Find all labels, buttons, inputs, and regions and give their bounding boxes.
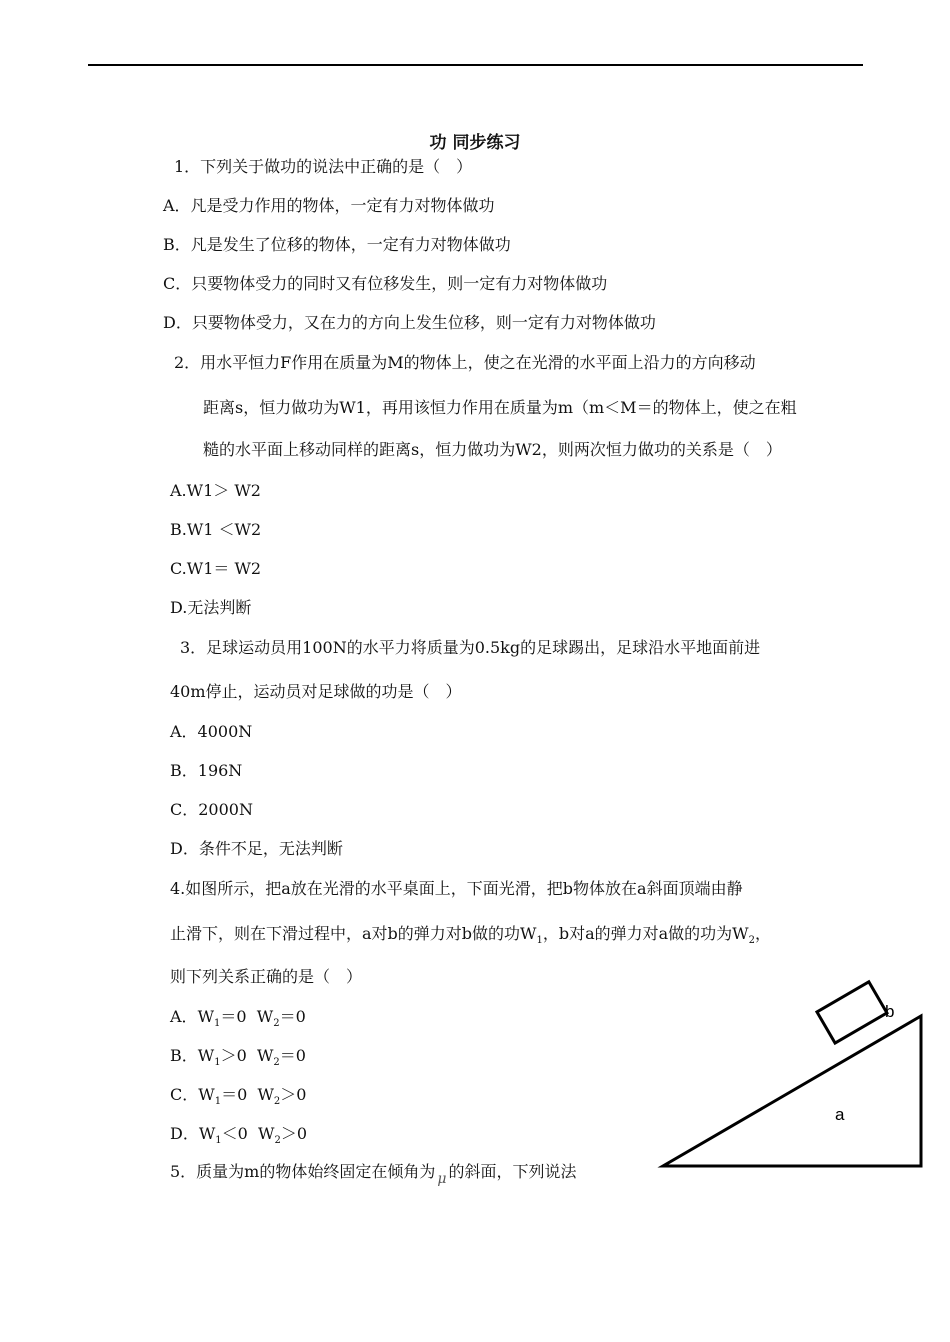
block-label-b: b: [885, 1002, 895, 1021]
q4-stem-line1: 4.如图所示，把a放在光滑的水平桌面上，下面光滑，把b物体放在a斜面顶端由静: [170, 879, 743, 898]
q5-stem: 5．质量为m的物体始终固定在倾角为 μ 的斜面，下列说法: [170, 1162, 577, 1187]
q2-option-b: B.W1 ＜W2: [170, 520, 262, 539]
q1-option-c: C．只要物体受力的同时又有位移发生，则一定有力对物体做功: [163, 274, 608, 293]
q4-stem-line3: 则下列关系正确的是（ ）: [170, 967, 363, 986]
q1-stem: 1．下列关于做功的说法中正确的是（ ）: [174, 157, 473, 176]
q2-option-a: A.W1＞ W2: [170, 481, 261, 500]
q2-stem-line3: 糙的水平面上移动同样的距离s，恒力做功为W2，则两次恒力做功的关系是（ ）: [203, 440, 782, 459]
q3-stem-line1: 3．足球运动员用100N的水平力将质量为0.5kg的足球踢出，足球沿水平地面前进: [180, 638, 761, 657]
q3-option-a: A．4000N: [170, 722, 253, 741]
q4-option-d: D．$W_1<0$ $W_2>0$: [170, 1124, 308, 1147]
q4-stem-line2: 止滑下，则在下滑过程中，a对b的弹力对b做的功$W_1$，b对a的弹力对a做的功为$W_2$，: [170, 924, 772, 947]
wedge-label-a: a: [835, 1105, 845, 1124]
incline-figure: [655, 968, 935, 1173]
q2-option-c: C.W1＝ W2: [170, 559, 262, 578]
q3-option-c: C．2000N: [170, 800, 253, 819]
wedge-a: [663, 1016, 921, 1166]
q1-option-b: B．凡是发生了位移的物体，一定有力对物体做功: [163, 235, 511, 254]
q4-option-b: B．$W_1>0$ $W_2=0$: [170, 1046, 306, 1069]
q3-stem-line2: 40m停止，运动员对足球做的功是（ ）: [170, 682, 462, 701]
q2-stem-line1: 2．用水平恒力F作用在质量为M的物体上，使之在光滑的水平面上沿力的方向移动: [174, 353, 756, 372]
q4-option-a: A．$W_1=0$ $W_2=0$: [170, 1007, 306, 1030]
mu-symbol: μ: [437, 1171, 447, 1187]
q3-option-d: D．条件不足，无法判断: [170, 839, 343, 858]
q1-option-a: A．凡是受力作用的物体，一定有力对物体做功: [163, 196, 495, 215]
q2-option-d: D.无法判断: [170, 598, 252, 617]
block-b: [817, 982, 887, 1043]
header-rule: [88, 64, 863, 66]
q1-option-d: D．只要物体受力，又在力的方向上发生位移，则一定有力对物体做功: [163, 313, 656, 332]
page-title: 功 同步练习: [429, 133, 521, 153]
q2-stem-line2: 距离s，恒力做功为W1，再用该恒力作用在质量为m（m＜M＝的物体上，使之在粗: [203, 398, 797, 417]
q3-option-b: B．196N: [170, 761, 243, 780]
q4-option-c: C．$W_1=0$ $W_2>0$: [170, 1085, 307, 1108]
